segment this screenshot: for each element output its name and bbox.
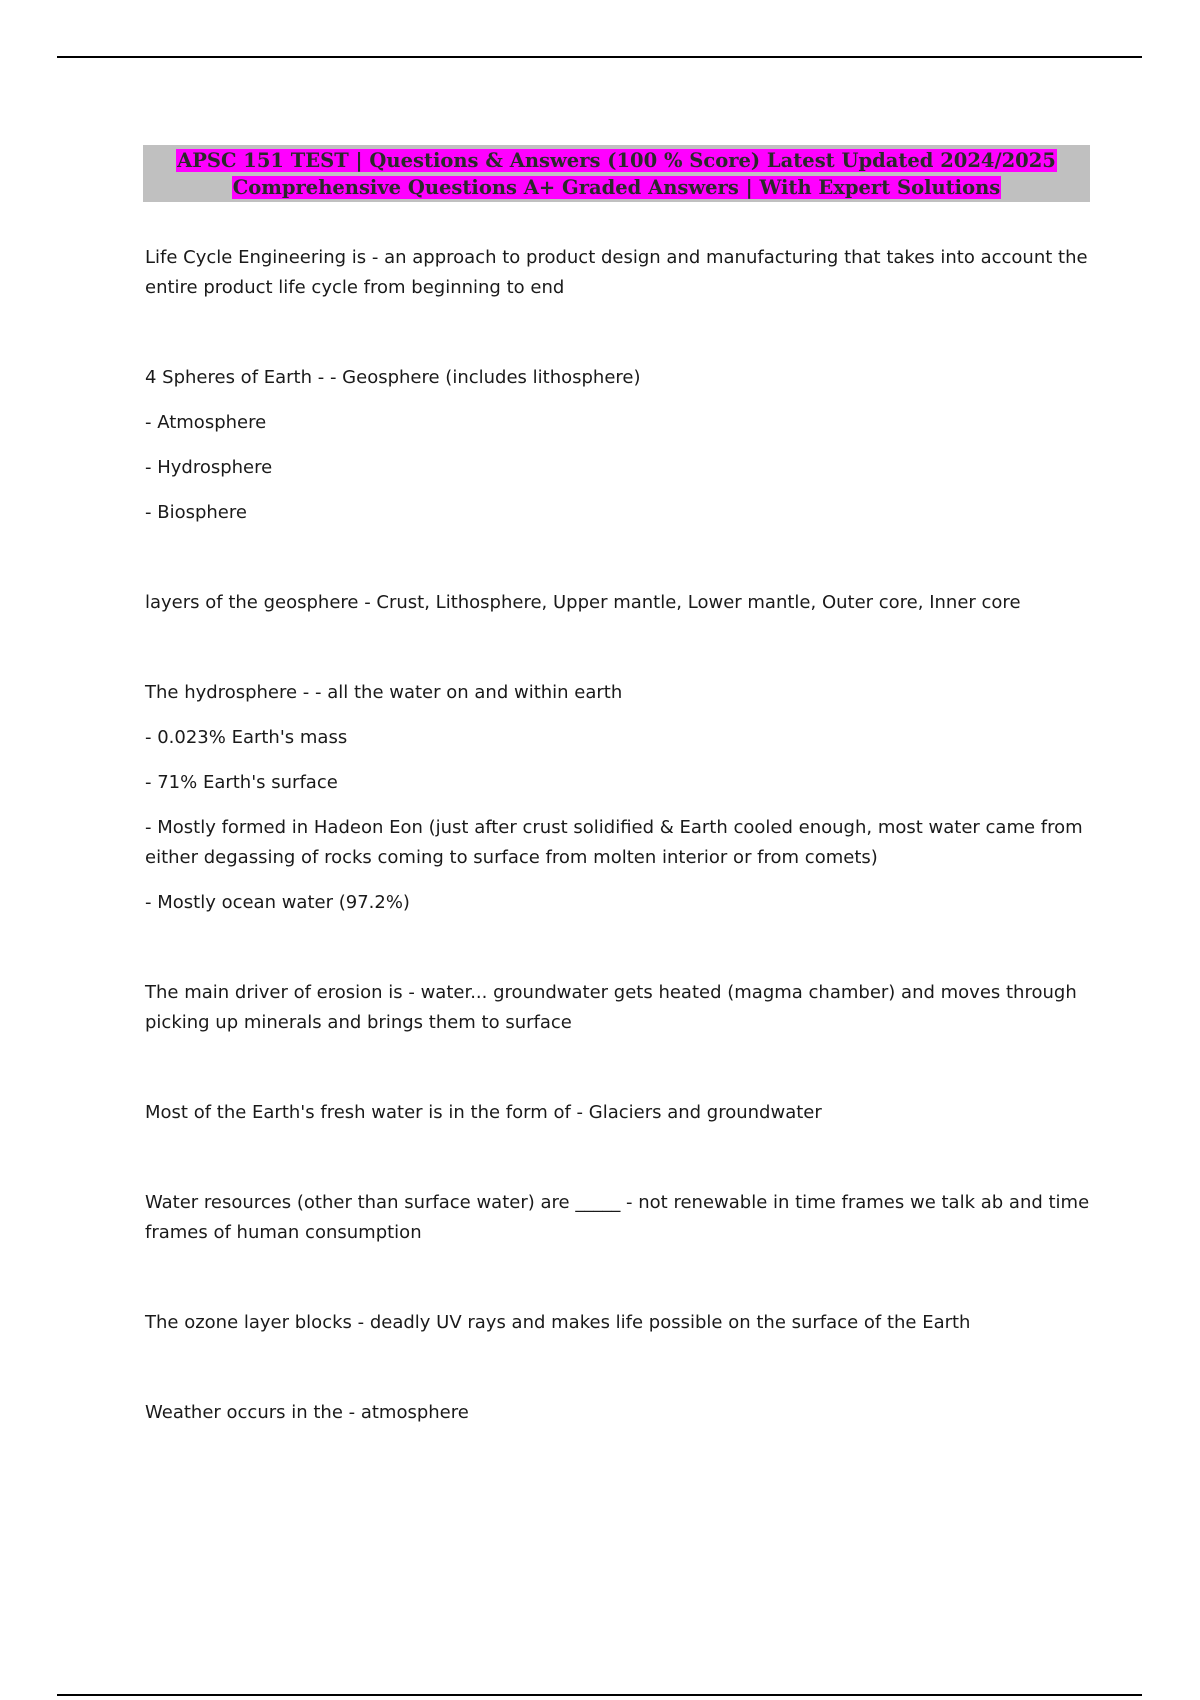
bottom-divider: [57, 1694, 1142, 1696]
qa-text: Water resources (other than surface water) are _____ - not renewable in time frames we talk ab and time frames of human consumption: [145, 1192, 1090, 1243]
qa-entry-life-cycle: [145, 243, 1095, 303]
qa-entry-ozone: [145, 1308, 1095, 1338]
qa-list: [145, 243, 1095, 1428]
qa-entry-fresh-water: [145, 1098, 1095, 1128]
title-line-2: Comprehensive Questions A+ Graded Answers | With Expert Solutions: [232, 176, 1001, 199]
title-line-1: APSC 151 TEST | Questions & Answers (100 % Score) Latest Updated 2024/2025: [177, 149, 1056, 172]
qa-text: The ozone layer blocks - deadly UV rays and makes life possible on the surface of the Earth: [145, 1312, 971, 1333]
qa-text: The hydrosphere - - all the water on and within earth: [145, 682, 623, 703]
top-divider: [57, 56, 1142, 58]
qa-entry-geosphere-layers: [145, 588, 1095, 618]
qa-sub-line: - 0.023% Earth's mass: [145, 727, 348, 748]
qa-entry-hydrosphere: [145, 678, 1095, 918]
qa-entry-water-resources: [145, 1188, 1095, 1248]
qa-text: Most of the Earth's fresh water is in the form of - Glaciers and groundwater: [145, 1102, 822, 1123]
qa-sub-line: - Hydrosphere: [145, 457, 273, 478]
qa-sub-line: - Mostly ocean water (97.2%): [145, 892, 410, 913]
qa-text: Weather occurs in the - atmosphere: [145, 1402, 469, 1423]
qa-text: 4 Spheres of Earth - - Geosphere (includes lithosphere): [145, 367, 641, 388]
qa-entry-weather: [145, 1398, 1095, 1428]
qa-sub-line: - Biosphere: [145, 502, 247, 523]
qa-text: layers of the geosphere - Crust, Lithosphere, Upper mantle, Lower mantle, Outer core, Inner core: [145, 592, 1021, 613]
qa-sub-line: - 71% Earth's surface: [145, 772, 338, 793]
qa-text: The main driver of erosion is - water... groundwater gets heated (magma chamber) and moves through picking up minerals and brings them to surface: [145, 982, 1077, 1033]
qa-sub-line: - Atmosphere: [145, 412, 267, 433]
qa-entry-spheres: [145, 363, 1095, 528]
qa-entry-erosion: [145, 978, 1095, 1038]
document-title-banner: [143, 145, 1090, 202]
qa-sub-line: - Mostly formed in Hadeon Eon (just after crust solidified & Earth cooled enough, most water came from either degassing of rocks coming to surface from molten interior or from comets): [145, 817, 1083, 868]
qa-text: Life Cycle Engineering is - an approach to product design and manufacturing that takes into account the entire product life cycle from beginning to end: [145, 247, 1088, 298]
